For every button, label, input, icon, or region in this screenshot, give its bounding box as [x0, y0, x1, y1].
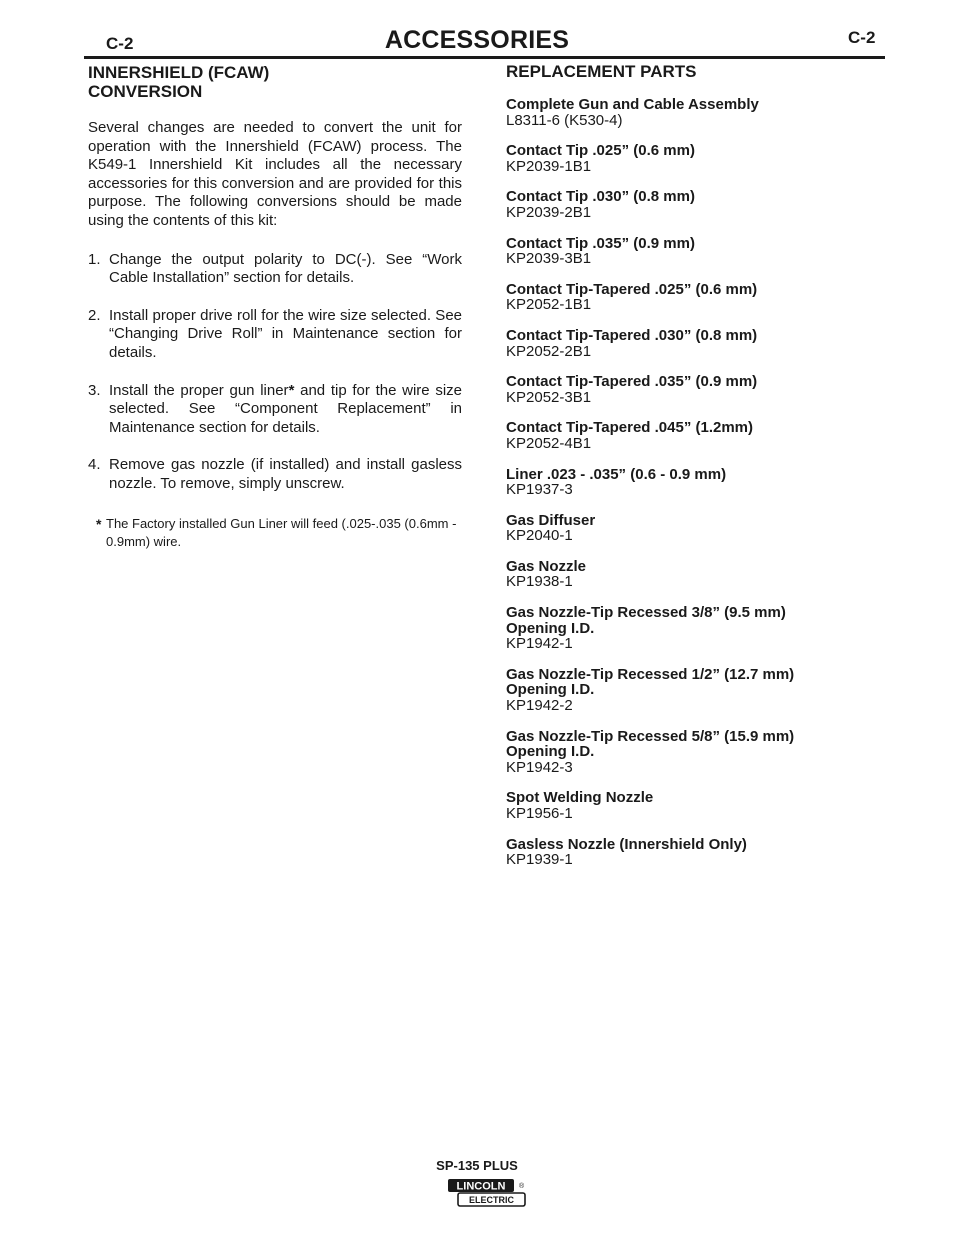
part-item — [506, 667, 886, 714]
part-name: Opening I.D. — [506, 681, 595, 699]
part-item — [506, 513, 886, 544]
part-name: Complete Gun and Cable Assembly — [506, 96, 759, 113]
part-name: Opening I.D. — [506, 619, 595, 637]
part-name: Gas Nozzle-Tip Recessed 1/2” (12.7 mm) — [506, 665, 795, 683]
part-name: Gas Nozzle-Tip Recessed 5/8” (15.9 mm) — [506, 727, 795, 745]
part-item — [506, 790, 886, 821]
part-item — [506, 328, 886, 359]
part-name: Contact Tip-Tapered .030” (0.8 mm) — [506, 326, 758, 344]
page-code-left: C-2 — [106, 34, 134, 53]
part-number: KP1956-1 — [506, 805, 573, 822]
innershield-heading-line2: CONVERSION — [88, 82, 203, 101]
replacement-parts-heading: REPLACEMENT PARTS — [506, 62, 697, 81]
part-number: KP2040-1 — [506, 527, 573, 545]
conversion-step — [88, 382, 462, 438]
part-number: KP1938-1 — [506, 573, 573, 591]
part-number: KP2039-1B1 — [506, 157, 592, 175]
parts-list — [506, 97, 886, 868]
innershield-heading-line1: INNERSHIELD (FCAW) — [88, 63, 270, 82]
conversion-step — [88, 456, 462, 493]
header-rule — [84, 56, 885, 59]
part-item — [506, 729, 886, 776]
step-number: 4. — [88, 456, 101, 474]
innershield-heading — [88, 63, 462, 101]
step-text-before: Install the proper gun liner — [109, 381, 289, 399]
part-item — [506, 189, 886, 220]
intro-paragraph: Several changes are needed to convert the unit for operation with the Innershield (FCAW) process. The K549-1 Innershield Kit includes all the necessary accessories for this conversion and are provided for this purpose. The following conversions should be made using the contents of this kit: — [88, 119, 462, 229]
part-name: Contact Tip-Tapered .035” (0.9 mm) — [506, 373, 758, 391]
part-number: KP2052-2B1 — [506, 342, 592, 360]
part-item — [506, 559, 886, 590]
part-name: Gas Diffuser — [506, 511, 596, 529]
step-number: 3. — [88, 381, 101, 399]
part-name: Opening I.D. — [506, 743, 595, 761]
conversion-step — [88, 307, 462, 363]
step-text: Remove gas nozzle (if installed) and install gasless nozzle. To remove, simply unscrew. — [109, 456, 462, 492]
part-name: Gasless Nozzle (Innershield Only) — [506, 835, 747, 853]
step-number: 1. — [88, 250, 101, 268]
part-name: Contact Tip .025” (0.6 mm) — [506, 142, 695, 160]
part-number: KP2052-4B1 — [506, 434, 592, 452]
page-title: ACCESSORIES — [384, 26, 570, 54]
part-name: Contact Tip-Tapered .045” (1.2mm) — [506, 419, 754, 437]
part-item — [506, 97, 886, 128]
part-number: KP1942-3 — [506, 758, 573, 776]
conversion-step — [88, 251, 462, 288]
part-number: KP1939-1 — [506, 851, 573, 869]
part-item — [506, 236, 886, 267]
part-name: Gas Nozzle-Tip Recessed 3/8” (9.5 mm) — [506, 604, 786, 622]
conversion-steps — [88, 251, 462, 494]
part-number: KP2039-3B1 — [506, 250, 592, 268]
step-text: Change the output polarity to DC(-). See “Work Cable Installation” section for details. — [109, 250, 462, 287]
part-item — [506, 837, 886, 868]
part-number: KP1942-2 — [506, 697, 573, 715]
innershield-section — [88, 63, 462, 552]
part-number: KP2039-2B1 — [506, 203, 592, 221]
footnote-text: The Factory installed Gun Liner will feed (.025-.035 (0.6mm - 0.9mm) wire. — [106, 515, 457, 549]
footnote — [88, 515, 462, 552]
part-name: Liner .023 - .035” (0.6 - 0.9 mm) — [506, 465, 727, 483]
replacement-parts-section — [506, 62, 886, 883]
part-number: KP1937-3 — [506, 481, 573, 499]
part-item — [506, 420, 886, 451]
step-text-after: and tip for the wire size selected. See “Component Replacement” in Maintenance section for details. — [109, 381, 462, 436]
part-number: KP1942-1 — [506, 635, 573, 653]
step-text — [109, 382, 462, 438]
part-number: L8311-6 (K530-4) — [506, 111, 623, 129]
footnote-star: * — [96, 515, 102, 532]
part-name: Spot Welding Nozzle — [506, 789, 654, 807]
step-number: 2. — [88, 306, 101, 324]
footer-model: SP-135 PLUS — [436, 1158, 518, 1173]
part-name: Gas Nozzle — [506, 557, 587, 575]
liner-star-marker: * — [288, 381, 295, 399]
part-item — [506, 467, 886, 498]
part-item — [506, 605, 886, 652]
step-text: Install proper drive roll for the wire size selected. See “Changing Drive Roll” in Maintenance section for details. — [109, 306, 462, 361]
part-number: KP2052-3B1 — [506, 388, 592, 406]
logo-registered-mark: ® — [519, 1183, 525, 1190]
part-number: KP2052-1B1 — [506, 296, 592, 314]
logo-top-text: LINCOLN — [456, 1180, 506, 1193]
part-item — [506, 374, 886, 405]
lincoln-electric-logo — [447, 1178, 527, 1208]
part-name: Contact Tip-Tapered .025” (0.6 mm) — [506, 280, 758, 298]
part-name: Contact Tip .030” (0.8 mm) — [506, 188, 695, 206]
logo-bottom-text: ELECTRIC — [469, 1194, 514, 1205]
page-code-right: C-2 — [848, 28, 876, 47]
part-item — [506, 143, 886, 174]
part-item — [506, 282, 886, 313]
part-name: Contact Tip .035” (0.9 mm) — [506, 234, 695, 252]
